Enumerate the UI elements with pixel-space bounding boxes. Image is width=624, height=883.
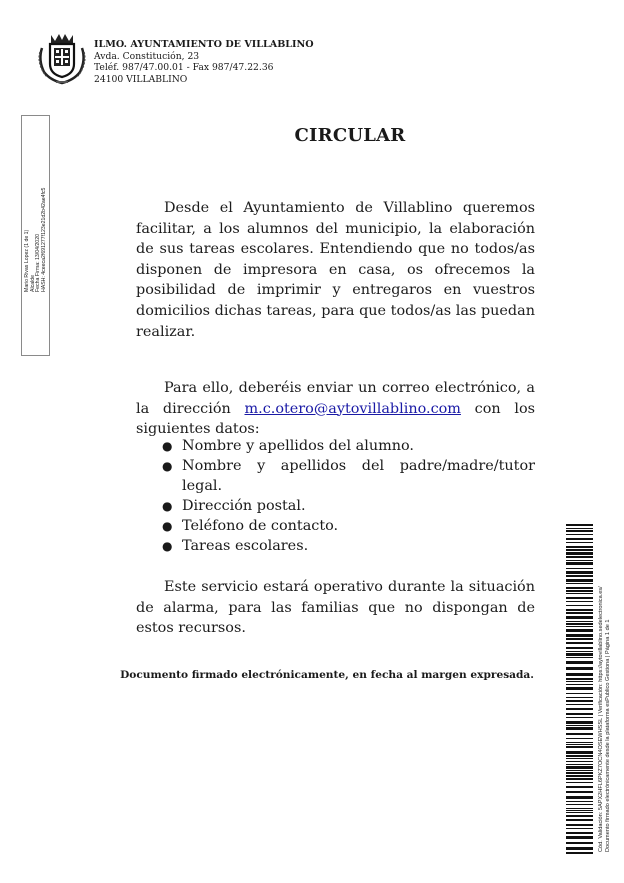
validation-code: Cód. Validación: 5APX2HFL6PKZ7OCN4OSEWHSSL | Verificación: https://aytovillablino.sedelectronica.es/: [598, 586, 604, 852]
barcode-bar: [566, 742, 593, 743]
paragraph-instructions-before: Para ello, deberéis enviar un correo electrónico, a la dirección: [136, 380, 535, 417]
paragraph-service: [136, 577, 535, 639]
barcode-icon: [566, 524, 593, 854]
barcode-bar: [566, 556, 593, 558]
barcode-bar: [566, 687, 593, 690]
electronic-signature-note: Documento firmado electrónicamente, en fecha al margen expresada.: [120, 669, 534, 681]
barcode-bar: [566, 605, 593, 606]
barcode-bar: [566, 626, 593, 627]
barcode-bar: [566, 593, 593, 594]
barcode-bar: [566, 571, 593, 574]
barcode-bar: [566, 824, 593, 826]
signature-date: Fecha Firma: 13/04/2020: [35, 234, 42, 292]
barcode-bar: [566, 673, 593, 676]
barcode-bar: [566, 634, 593, 637]
barcode-bar: [566, 704, 593, 705]
verification-text: [598, 586, 611, 852]
barcode-bar: [566, 700, 593, 702]
barcode-bar: [566, 560, 593, 561]
list-item: ● Tareas escolares.: [162, 538, 309, 554]
barcode-bar: [566, 623, 593, 625]
paragraph-intro-text: Desde el Ayuntamiento de Villablino queremos facilitar, a los alumnos del municipio, la elaboración de sus tareas escolares. Entendiendo que no todos/as disponen de impresora en casa, os ofrecemos la posibilidad de imprimir y entregaros en vuestros domicilios dichas tareas, para que todos/as las puedan realizar.: [136, 200, 535, 340]
signature-stamp: [25, 188, 47, 292]
phone-fax: Teléf. 987/47.00.01 - Fax 987/47.22.36: [94, 62, 274, 74]
barcode-bar: [566, 534, 593, 535]
bullet-icon: ●: [162, 459, 173, 473]
barcode-bar: [566, 755, 593, 757]
barcode-bar: [566, 552, 593, 555]
list-item: ● Nombre y apellidos del padre/madre/tutor legal.: [162, 458, 535, 494]
paragraph-service-text: Este servicio estará operativo durante la situación de alarma, para las familias que no dispongan de estos recursos.: [136, 579, 535, 637]
bullet-icon: ●: [162, 439, 173, 453]
barcode-bar: [566, 530, 593, 532]
barcode-bar: [566, 549, 593, 551]
barcode-bar: [566, 717, 593, 718]
barcode-bar: [566, 568, 593, 569]
barcode-bar: [566, 651, 593, 652]
city: 24100 VILLABLINO: [94, 73, 188, 85]
barcode-bar: [566, 852, 593, 854]
barcode-bar: [566, 583, 593, 584]
barcode-bar: [566, 612, 593, 614]
barcode-bar: [566, 657, 593, 658]
barcode-bar: [566, 590, 593, 592]
bullet-icon: ●: [162, 519, 173, 533]
paragraph-intro: [136, 198, 535, 342]
barcode-bar: [566, 601, 593, 602]
organization-name: ILMO. AYUNTAMIENTO DE VILLABLINO: [94, 39, 314, 50]
barcode-bar: [566, 693, 593, 694]
barcode-bar: [566, 761, 593, 762]
barcode-bar: [566, 546, 593, 548]
barcode-bar: [566, 538, 593, 540]
barcode-bar: [566, 796, 593, 799]
coat-of-arms-icon: [36, 30, 88, 86]
barcode-bar: [566, 575, 593, 577]
barcode-bar: [566, 782, 593, 783]
signer-name: Mario Rivas Lopez (1 de 1): [24, 229, 30, 292]
list-item: ● Nombre y apellidos del alumno.: [162, 438, 414, 454]
barcode-bar: [566, 815, 593, 817]
barcode-bar: [566, 828, 593, 829]
barcode-bar: [566, 697, 593, 698]
list-item: ● Dirección postal.: [162, 498, 306, 514]
barcode-bar: [566, 751, 593, 754]
barcode-bar: [566, 812, 593, 813]
barcode-bar: [566, 678, 593, 680]
barcode-bar: [566, 772, 593, 774]
barcode-bar: [566, 842, 593, 844]
barcode-bar: [566, 791, 593, 793]
barcode-bar: [566, 542, 593, 543]
paragraph-instructions-after: con los siguientes datos:: [136, 400, 536, 438]
barcode-bar: [566, 597, 593, 599]
barcode-bar: [566, 528, 593, 529]
barcode-bar: [566, 713, 593, 715]
barcode-bar: [566, 801, 593, 802]
barcode-bar: [566, 832, 593, 834]
barcode-bar: [566, 836, 593, 839]
barcode-bar: [566, 733, 593, 735]
barcode-bar: [566, 758, 593, 759]
paragraph-instructions: [136, 378, 535, 440]
letterhead: [36, 30, 314, 86]
barcode-bar: [566, 808, 593, 809]
barcode-bar: [566, 681, 593, 682]
barcode-bar: [566, 725, 593, 726]
barcode-bar: [566, 738, 593, 739]
barcode-bar: [566, 819, 593, 821]
barcode-bar: [566, 804, 593, 805]
barcode-bar: [566, 778, 593, 780]
barcode-bar: [566, 764, 593, 765]
barcode-bar: [566, 621, 593, 622]
barcode-bar: [566, 629, 593, 632]
barcode-bar: [566, 810, 593, 811]
barcode-bar: [566, 653, 593, 656]
barcode-bar: [566, 684, 593, 685]
required-data-list: [160, 436, 535, 556]
barcode-bar: [566, 661, 593, 664]
platform-note: Documento firmado electrónicamente desde la plataforma esPublico Gestiona | Página 1 de 1: [604, 619, 611, 852]
barcode-bar: [566, 642, 593, 644]
email-link[interactable]: m.c.otero@aytovillablino.com: [244, 400, 461, 417]
barcode-bar: [566, 562, 593, 565]
signer-role: Alcalde: [29, 274, 36, 292]
barcode-bar: [566, 727, 593, 730]
signature-hash: HASH: 4ceeca2f691277f123e21d2b42ae4fc5: [40, 187, 47, 292]
barcode-bar: [566, 775, 593, 777]
document-title: CIRCULAR: [294, 125, 406, 146]
list-item: ● Teléfono de contacto.: [162, 518, 339, 534]
barcode-bar: [566, 616, 593, 619]
barcode-bar: [566, 721, 593, 724]
barcode-bar: [566, 708, 593, 710]
barcode-bar: [566, 667, 593, 670]
barcode-bar: [566, 524, 593, 526]
barcode-bar: [566, 847, 593, 850]
barcode-bar: [566, 744, 593, 745]
barcode-bar: [566, 746, 593, 748]
barcode-bar: [566, 587, 593, 589]
barcode-bar: [566, 766, 593, 769]
barcode-bar: [566, 770, 593, 771]
barcode-bar: [566, 609, 593, 611]
bullet-icon: ●: [162, 539, 173, 553]
barcode-bar: [566, 647, 593, 649]
barcode-bar: [566, 579, 593, 582]
address: Avda. Constitución, 23: [94, 50, 200, 62]
bullet-icon: ●: [162, 499, 173, 513]
barcode-bar: [566, 638, 593, 640]
barcode-bar: [566, 786, 593, 788]
